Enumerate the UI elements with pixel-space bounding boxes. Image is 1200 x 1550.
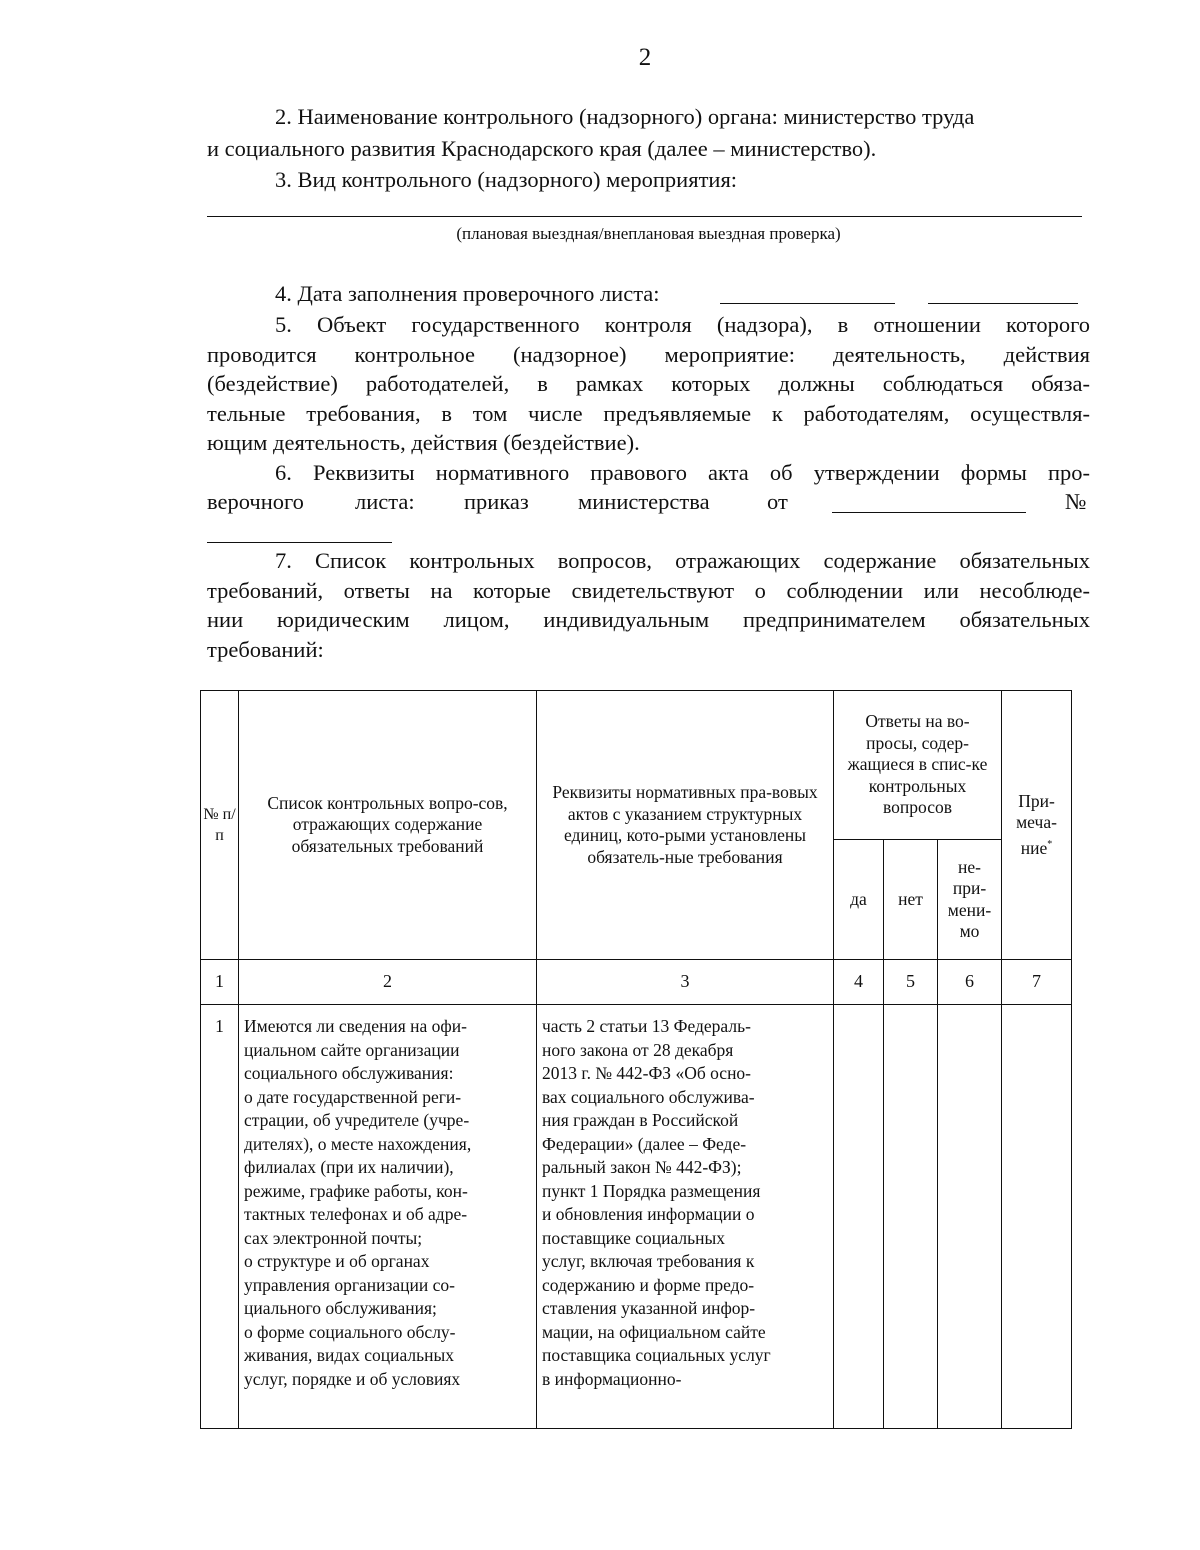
item-5-line-3: (бездействие) работодателей, в рамках которых должны соблюдаться обяза- — [207, 371, 1090, 396]
question-line: сах электронной почты; — [244, 1227, 423, 1248]
page-number: 2 — [638, 44, 652, 71]
item-5-line-5: ющим деятельность, действия (бездействие). — [207, 430, 640, 455]
act-line: часть 2 статьи 13 Федераль- — [542, 1016, 751, 1036]
col-number-3: 3 — [537, 960, 834, 1005]
header-acts: Реквизиты нормативных пра-вовых актов с указанием структурных единиц, кото-рыми установлены обязатель-ные требования — [537, 691, 834, 960]
col-number-4: 4 — [834, 960, 884, 1005]
header-answers: Ответы на во-просы, содер-жащиеся в спис-ке контрольных вопросов — [834, 691, 1002, 840]
question-line: социального обслуживания: — [244, 1063, 454, 1083]
item-7-line-2: требований, ответы на которые свидетельствуют о соблюдении или несоблюде- — [207, 578, 1090, 603]
question-line: тактных телефонах и об адре- — [244, 1204, 468, 1224]
act-line: мации, на официальном сайте — [542, 1321, 766, 1342]
item-6-word-3: приказ — [464, 489, 529, 514]
item-7-line-3: нии юридическим лицом, индивидуальным предпринимателем обязательных — [207, 607, 1090, 632]
item-2-line-2: и социального развития Краснодарского края (далее – министерство). — [207, 136, 877, 161]
question-line: циального обслуживания; — [244, 1298, 437, 1318]
col-number-2: 2 — [239, 960, 537, 1005]
row-1-answer-na[interactable] — [938, 1005, 1002, 1429]
act-line: поставщика социальных услуг — [542, 1345, 771, 1365]
item-3-label: 3. Вид контрольного (надзорного) мероприятия: — [275, 167, 738, 192]
col-number-7: 7 — [1002, 960, 1072, 1005]
order-date-blank — [832, 512, 1026, 513]
question-line: о структуре и об органах — [244, 1251, 430, 1271]
question-line: дителях), о месте нахождения, — [244, 1133, 472, 1154]
row-1-question — [239, 1005, 537, 1429]
row-1-acts — [537, 1005, 834, 1429]
question-line: страции, об учредителе (учре- — [244, 1110, 470, 1130]
header-note — [1002, 691, 1072, 960]
header-not-applicable: не-при-мени-мо — [938, 840, 1002, 960]
item-6-word-6: № — [1065, 489, 1087, 514]
act-line: ного закона от 28 декабря — [542, 1039, 734, 1060]
item-5-line-4: тельные требования, в том числе предъявляемые к работодателям, осуществля- — [207, 401, 1090, 426]
item-7-line-4: требований: — [207, 637, 324, 662]
item-6-word-2: листа: — [355, 489, 415, 514]
header-note-text: При-меча-ние — [1016, 790, 1057, 858]
table-row — [201, 1005, 1072, 1429]
act-line: содержанию и форме предо- — [542, 1274, 755, 1295]
question-line: Имеются ли сведения на офи- — [244, 1016, 467, 1036]
act-line: 2013 г. № 442-ФЗ «Об осно- — [542, 1063, 752, 1083]
header-questions: Список контрольных вопро-сов, отражающих содержание обязательных требований — [239, 691, 537, 960]
item-4-label: 4. Дата заполнения проверочного листа: — [275, 281, 660, 306]
question-line: услуг, порядке и об условиях — [244, 1368, 461, 1389]
col-number-6: 6 — [938, 960, 1002, 1005]
question-line: о форме социального обслу- — [244, 1321, 456, 1342]
date-blank-2 — [928, 303, 1078, 304]
row-1-answer-no[interactable] — [884, 1005, 938, 1429]
question-line: режиме, графике работы, кон- — [244, 1180, 468, 1201]
act-line: пункт 1 Порядка размещения — [542, 1180, 761, 1201]
item-6-word-4: министерства — [578, 489, 710, 514]
order-number-blank — [207, 542, 392, 543]
question-line: о дате государственной реги- — [244, 1086, 462, 1107]
act-line: ставления указанной инфор- — [542, 1298, 756, 1318]
date-blank-1 — [720, 303, 895, 304]
inspection-type-underline — [207, 216, 1082, 217]
checklist-table — [200, 690, 1072, 1429]
item-6-word-1: верочного — [207, 489, 304, 514]
header-num: № п/п — [201, 691, 239, 960]
col-number-5: 5 — [884, 960, 938, 1005]
question-line: циальном сайте организации — [244, 1039, 460, 1060]
item-6-line-1: 6. Реквизиты нормативного правового акта об утверждении формы про- — [275, 460, 1090, 485]
item-5-line-1: 5. Объект государственного контроля (надзора), в отношении которого — [275, 312, 1090, 337]
act-line: вах социального обслужива- — [542, 1086, 755, 1107]
act-line: ния граждан в Российской — [542, 1110, 739, 1130]
footnote-mark: * — [1047, 838, 1053, 850]
act-line: Федерации» (далее – Феде- — [542, 1133, 747, 1154]
question-line: филиалах (при их наличии), — [244, 1157, 454, 1177]
act-line: ральный закон № 442-ФЗ); — [542, 1157, 742, 1177]
act-line: поставщике социальных — [542, 1227, 726, 1248]
item-6-word-5: от — [767, 489, 788, 514]
col-number-1: 1 — [201, 960, 239, 1005]
act-line: услуг, включая требования к — [542, 1251, 755, 1271]
item-7-line-1: 7. Список контрольных вопросов, отражающих содержание обязательных — [275, 548, 1090, 573]
question-line: управления организации со- — [244, 1274, 455, 1295]
inspection-type-caption: (плановая выездная/внеплановая выездная проверка) — [456, 224, 841, 243]
row-1-answer-yes[interactable] — [834, 1005, 884, 1429]
header-no: нет — [884, 840, 938, 960]
item-5-line-2: проводится контрольное (надзорное) мероприятие: деятельность, действия — [207, 342, 1090, 367]
row-1-note[interactable] — [1002, 1005, 1072, 1429]
row-1-num: 1 — [201, 1005, 239, 1429]
act-line: и обновления информации о — [542, 1204, 755, 1224]
item-2-line-1: 2. Наименование контрольного (надзорного) органа: министерство труда — [275, 104, 975, 129]
act-line: в информационно- — [542, 1368, 682, 1389]
header-yes: да — [834, 840, 884, 960]
question-line: живания, видах социальных — [244, 1345, 454, 1365]
